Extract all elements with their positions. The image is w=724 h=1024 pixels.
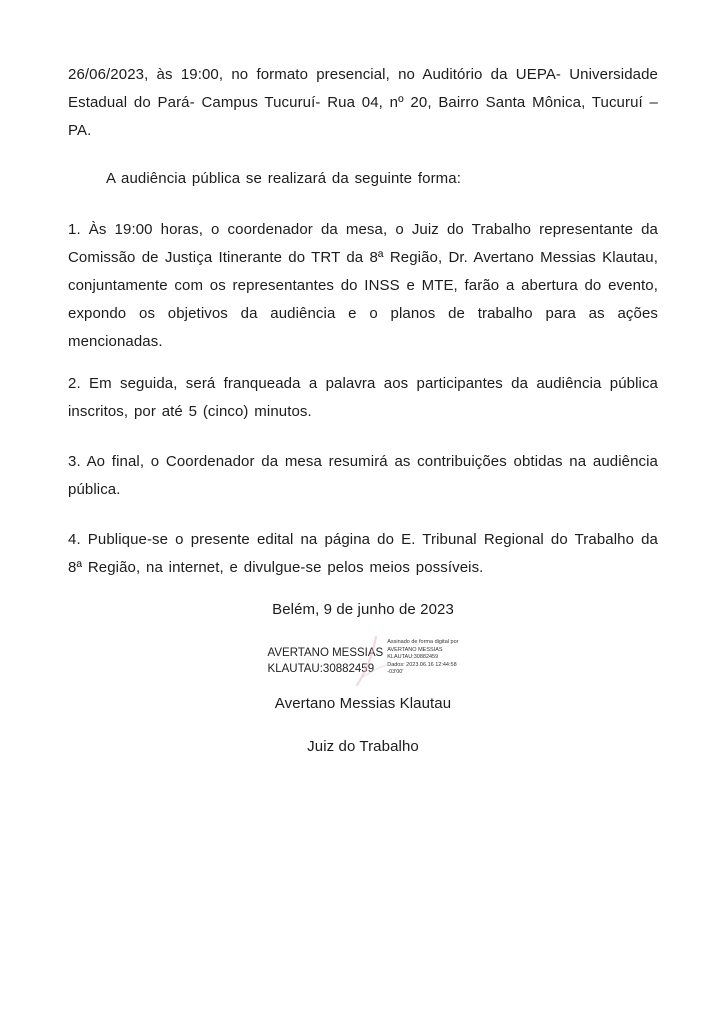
certificate-name-line-2: KLAUTAU:30882459 [267,663,375,675]
stamp-line-4: Dados: 2023.06.16 12:44:58 [387,661,457,668]
stamp-line-3: KLAUTAU:30882459 [387,654,439,660]
digital-signature-block [68,639,658,686]
paragraph-hearing-intro: A audiência pública se realizará da seguinte forma: [106,170,461,187]
dateline: Belém, 9 de junho de 2023 [272,601,454,618]
paragraph-item-3: 3. Ao final, o Coordenador da mesa resumirá as contribuições obtidas na audiência pública. [68,453,658,498]
paragraph-item-2: 2. Em seguida, será franqueada a palavra aos participantes da audiência pública inscritos, por até 5 (cinco) minutos. [68,375,658,420]
paragraph-item-4: 4. Publique-se o presente edital na página do E. Tribunal Regional do Trabalho da 8ª Região, na internet, e divulgue-se pelos meios possíveis. [68,531,658,576]
stamp-line-5: -03'00' [387,669,404,675]
certificate-holder-name [268,645,384,677]
stamp-line-1: Assinado de forma digital por [387,639,459,645]
digital-signature-stamp-details [387,639,458,677]
paragraph-item-1: 1. Às 19:00 horas, o coordenador da mesa, o Juiz do Trabalho representante da Comissão de Justiça Itinerante do TRT da 8ª Região, Dr. Avertano Messias Klautau, conjuntamente com os representantes do INSS e MTE, farão a abertura do evento, expondo os objetivos da audiência e o planos de trabalho para as ações mencionadas. [68,221,658,350]
certificate-name-line-1: AVERTANO MESSIAS [267,647,384,659]
paragraph-hearing-location: 26/06/2023, às 19:00, no formato presencial, no Auditório da UEPA- Universidade Estadual do Pará- Campus Tucuruí- Rua 04, nº 20, Bairro Santa Mônica, Tucuruí – PA. [68,66,658,139]
signer-name: Avertano Messias Klautau [274,695,452,712]
stamp-line-2: AVERTANO MESSIAS [387,646,443,653]
signer-title: Juiz do Trabalho [307,738,419,755]
